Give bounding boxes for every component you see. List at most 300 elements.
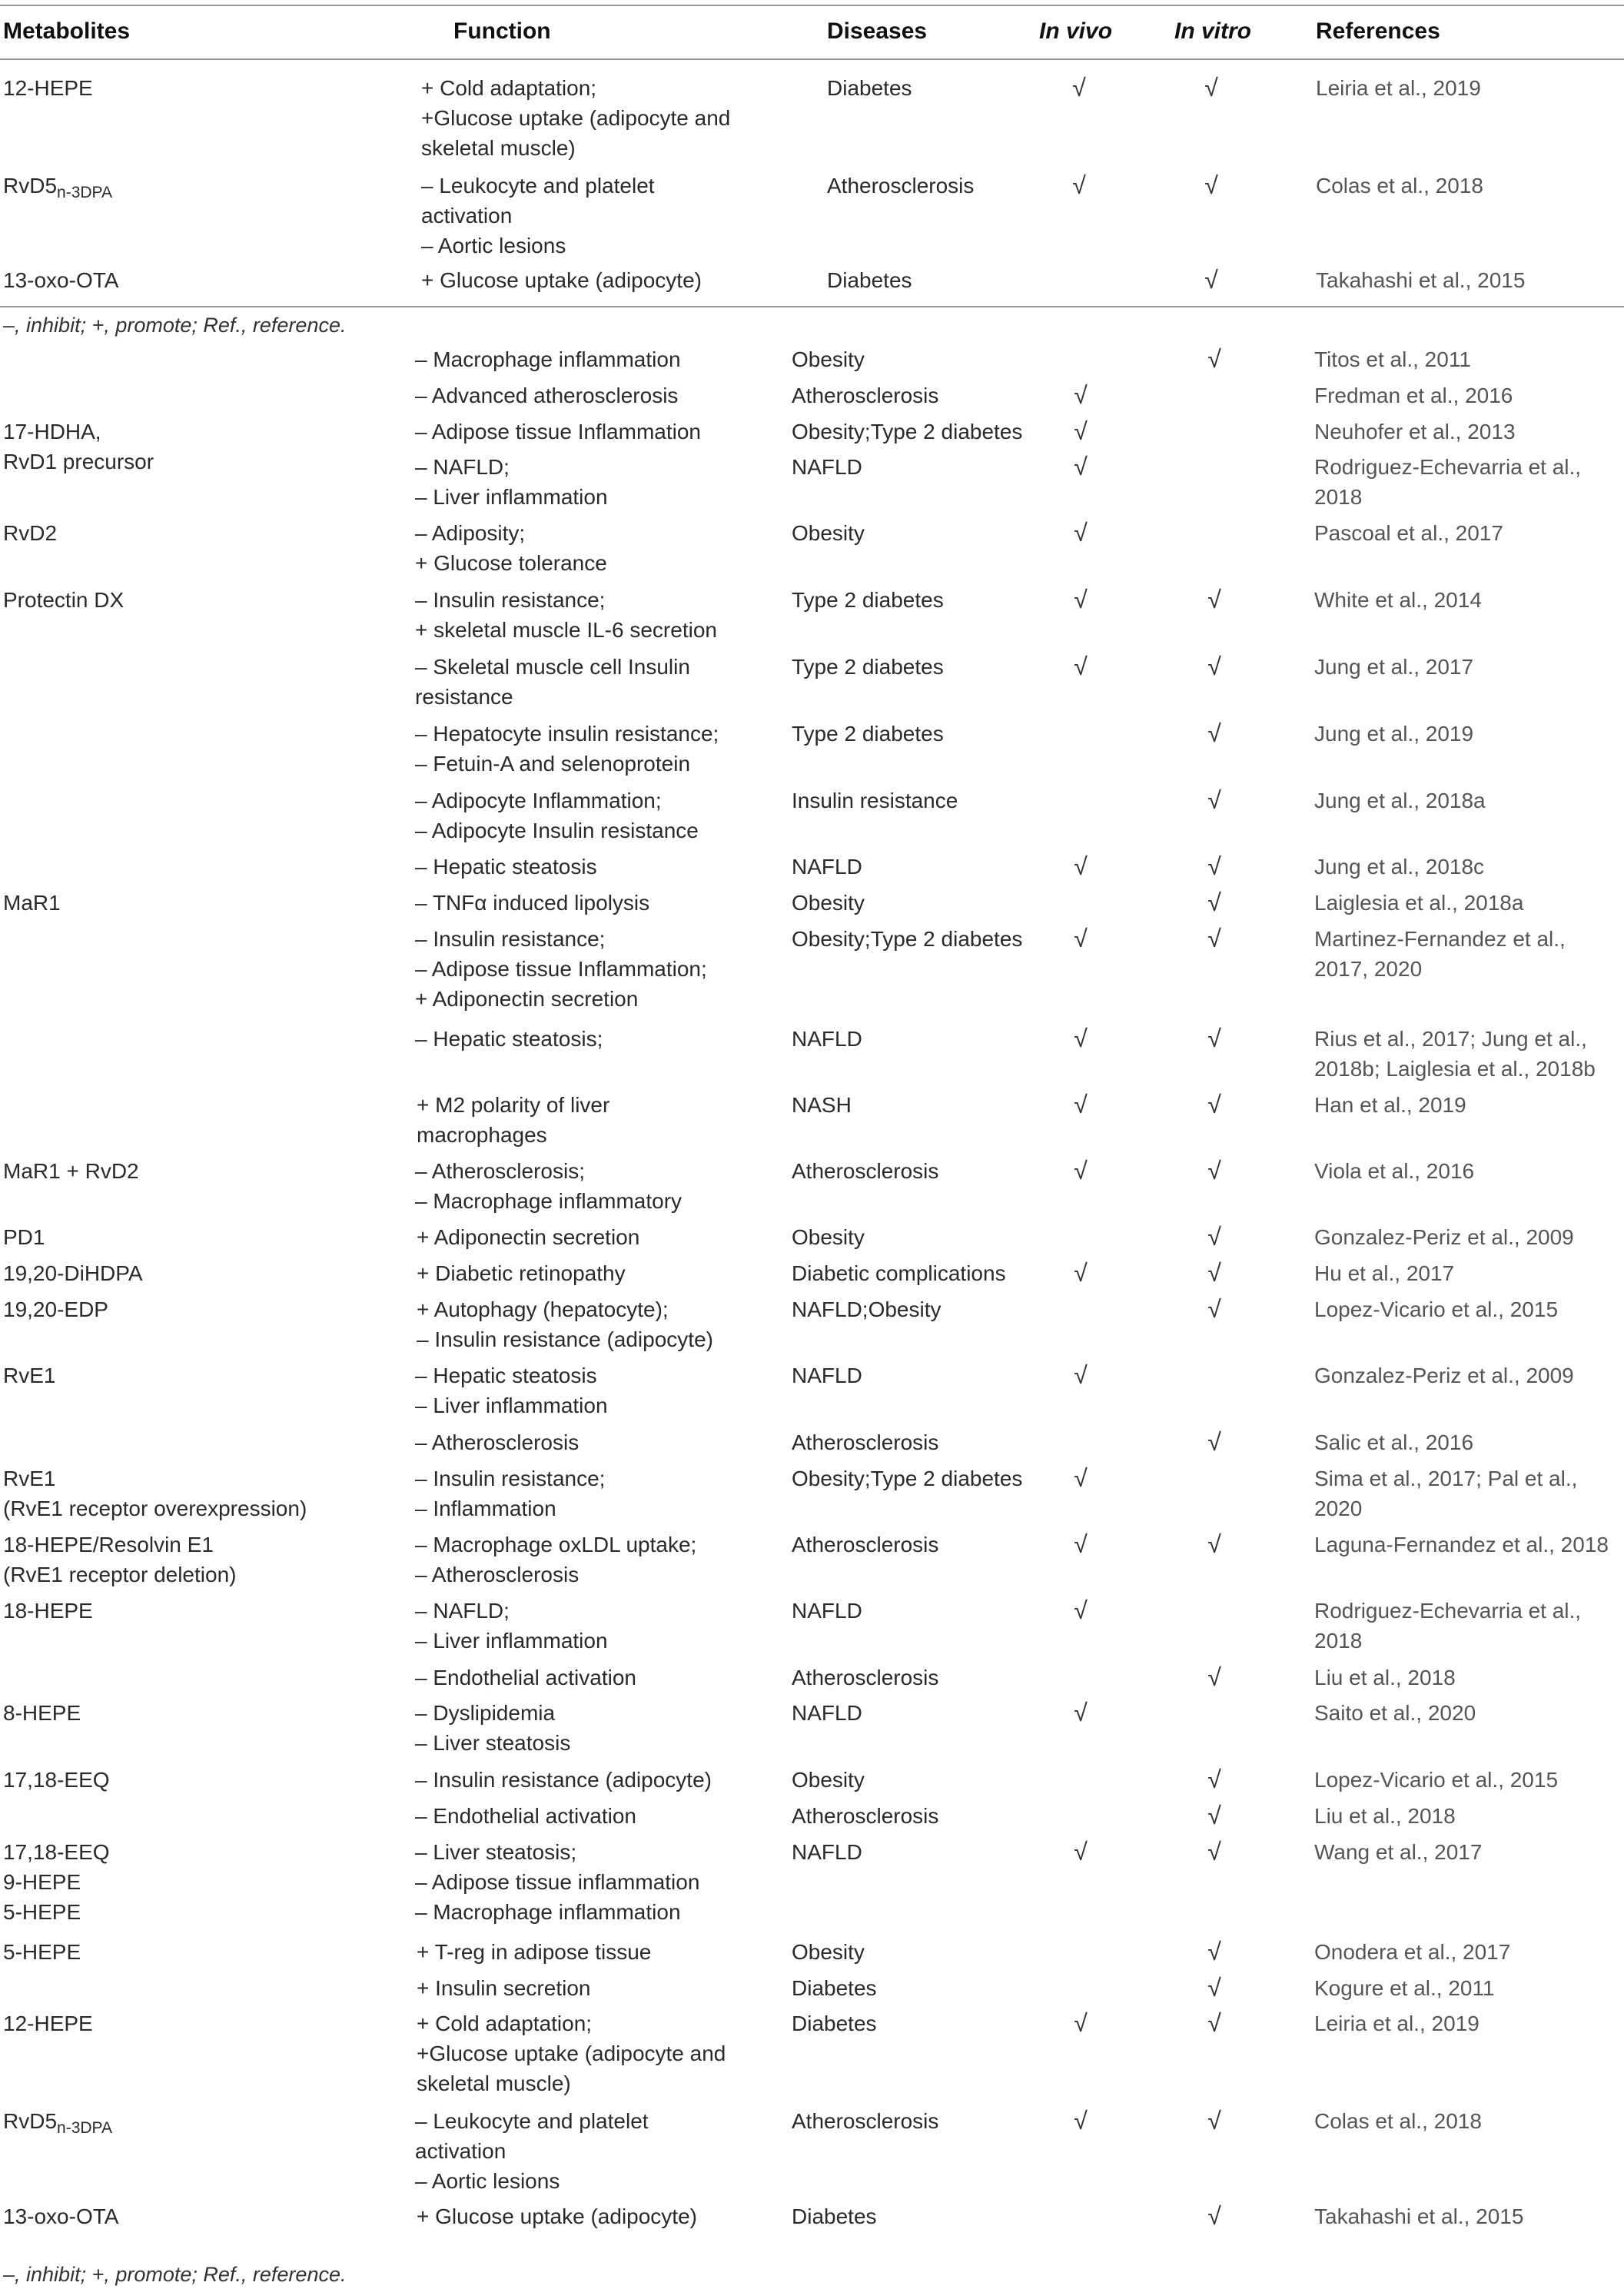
disease-cell-line: Obesity <box>792 521 865 545</box>
function-cell <box>415 786 699 846</box>
function-cell-line: – Liver inflammation <box>415 1629 608 1653</box>
in-vivo-check: √ <box>1074 1361 1088 1389</box>
disease-cell-line: NASH <box>792 1093 852 1117</box>
reference-cell <box>1314 1427 1473 1457</box>
disease-cell-line: NAFLD;Obesity <box>792 1297 942 1321</box>
metabolite-cell <box>3 888 61 918</box>
disease-cell-line: Obesity <box>792 347 865 371</box>
in-vitro-check: √ <box>1207 2107 1221 2135</box>
reference-cell-line: Han et al., 2019 <box>1314 1093 1466 1117</box>
disease-cell <box>792 1837 862 1867</box>
metabolite-cell <box>3 1463 307 1523</box>
metabolite-cell <box>3 2008 93 2038</box>
function-cell-line: – Inflammation <box>415 1497 556 1520</box>
function-cell-line: – Leukocyte and platelet <box>415 2109 649 2133</box>
reference-cell <box>1314 2106 1482 2136</box>
metabolite-cell <box>3 417 154 477</box>
disease-cell <box>792 652 944 682</box>
header-in-vivo: In vivo <box>1039 18 1113 44</box>
function-cell-line: – NAFLD; <box>415 455 510 479</box>
disease-cell-line: Obesity;Type 2 diabetes <box>792 420 1023 444</box>
metabolite-cell-line: 17-HDHA, <box>3 420 101 444</box>
disease-cell <box>792 852 862 882</box>
function-cell-line: skeletal muscle) <box>417 2071 571 2095</box>
function-cell <box>415 1360 608 1420</box>
disease-cell <box>792 1596 862 1626</box>
reference-cell <box>1314 344 1471 374</box>
function-cell <box>421 171 655 261</box>
metabolite-cell-line: 18-HEPE <box>3 1599 93 1623</box>
function-cell <box>415 652 690 712</box>
metabolite-cell <box>3 1596 93 1626</box>
function-cell <box>415 1765 712 1795</box>
function-cell-line: – Adipose tissue Inflammation; <box>415 957 707 981</box>
metabolite-cell <box>3 1222 45 1252</box>
reference-cell <box>1314 452 1581 512</box>
metabolite-cell-line: 13-oxo-OTA <box>3 2204 119 2228</box>
function-cell-line: skeletal muscle) <box>421 136 576 160</box>
in-vivo-check: √ <box>1074 1699 1088 1726</box>
in-vitro-check: √ <box>1207 889 1221 916</box>
function-cell <box>415 719 719 779</box>
in-vitro-check: √ <box>1207 852 1221 880</box>
metabolite-cell-line: 9-HEPE <box>3 1870 81 1894</box>
reference-cell <box>1314 585 1482 615</box>
reference-cell-line: Sima et al., 2017; Pal et al., <box>1314 1467 1578 1490</box>
disease-cell <box>792 380 938 410</box>
disease-cell <box>792 1258 1006 1288</box>
disease-cell-line: Atherosclerosis <box>792 1533 939 1556</box>
reference-cell-line: Colas et al., 2018 <box>1316 174 1483 198</box>
function-cell-line: – Liver steatosis <box>415 1731 571 1755</box>
disease-cell <box>792 2008 877 2038</box>
in-vitro-check: √ <box>1207 1766 1221 1793</box>
disease-cell <box>792 344 865 374</box>
function-cell-line: – Adipocyte Insulin resistance <box>415 819 699 842</box>
function-cell <box>415 1156 682 1216</box>
reference-cell-line: Laiglesia et al., 2018a <box>1314 891 1524 915</box>
function-cell <box>421 73 730 163</box>
function-cell-line: + skeletal muscle IL-6 secretion <box>415 618 717 642</box>
footnote-top: –, inhibit; +, promote; Ref., reference. <box>3 314 347 337</box>
function-cell-line: – Aortic lesions <box>415 2169 560 2193</box>
metabolite-cell <box>3 1294 108 1324</box>
reference-cell-line: Gonzalez-Periz et al., 2009 <box>1314 1364 1574 1387</box>
function-cell-line: – Endothelial activation <box>415 1804 636 1828</box>
reference-cell <box>1314 1801 1456 1831</box>
in-vitro-check: √ <box>1207 653 1221 680</box>
function-cell-line: – TNFα induced lipolysis <box>415 891 650 915</box>
reference-cell <box>1316 73 1481 103</box>
metabolite-cell-line: 8-HEPE <box>3 1701 81 1725</box>
disease-cell-line: Obesity;Type 2 diabetes <box>792 1467 1023 1490</box>
function-cell-line: – Adiposity; <box>415 521 526 545</box>
metabolite-cell-line: (RvE1 receptor deletion) <box>3 1563 237 1586</box>
function-cell-line: – Hepatocyte insulin resistance; <box>415 722 719 746</box>
disease-cell-line: Atherosclerosis <box>792 384 939 407</box>
reference-cell-line: Leiria et al., 2019 <box>1314 2012 1480 2035</box>
metabolite-cell <box>3 73 93 103</box>
metabolite-cell-line: 18-HEPE/Resolvin E1 <box>3 1533 214 1556</box>
function-cell <box>415 852 597 882</box>
metabolite-cell-line: 17,18-EEQ <box>3 1840 110 1864</box>
reference-cell-line: Liu et al., 2018 <box>1314 1804 1456 1828</box>
function-cell-line: – Atherosclerosis <box>415 1430 580 1454</box>
function-cell-line: – Liver steatosis; <box>415 1840 577 1864</box>
reference-cell-line: Lopez-Vicario et al., 2015 <box>1314 1297 1559 1321</box>
function-cell-line: + Diabetic retinopathy <box>417 1261 626 1285</box>
function-cell-line: + Cold adaptation; <box>417 2012 593 2035</box>
in-vitro-check: √ <box>1207 1223 1221 1251</box>
reference-cell <box>1314 1222 1574 1252</box>
function-cell <box>415 518 607 578</box>
disease-cell <box>792 786 958 816</box>
reference-cell-line: Takahashi et al., 2015 <box>1316 268 1526 292</box>
metabolite-cell <box>3 1698 81 1728</box>
in-vitro-check: √ <box>1207 1838 1221 1865</box>
disease-cell-line: Obesity <box>792 1768 865 1792</box>
function-cell-line: + Autophagy (hepatocyte); <box>417 1297 669 1321</box>
reference-cell <box>1314 1090 1466 1120</box>
function-cell <box>415 417 701 447</box>
function-cell-line: – Adipocyte Inflammation; <box>415 789 662 812</box>
disease-cell <box>792 417 1022 447</box>
reference-cell <box>1314 1360 1574 1390</box>
metabolite-cell-line: 19,20-DiHDPA <box>3 1261 143 1285</box>
reference-cell <box>1314 786 1486 816</box>
in-vitro-check: √ <box>1207 586 1221 613</box>
function-cell-line: – Adipose tissue Inflammation <box>415 420 701 444</box>
disease-cell <box>792 888 865 918</box>
disease-cell-line: Diabetes <box>827 76 912 100</box>
metabolite-cell <box>3 2201 118 2231</box>
reference-cell <box>1316 171 1483 201</box>
function-cell <box>415 2106 649 2196</box>
function-cell <box>415 1837 699 1927</box>
in-vivo-check: √ <box>1072 74 1086 101</box>
metabolite-cell-line: $RvD5_{n-3DPA}$ <box>3 174 112 201</box>
function-cell-line: – Advanced atherosclerosis <box>415 384 679 407</box>
reference-cell-line: Viola et al., 2016 <box>1314 1159 1475 1183</box>
function-cell <box>415 1024 603 1054</box>
disease-cell-line: Diabetes <box>792 2204 877 2228</box>
function-cell-line: – Insulin resistance; <box>415 1467 606 1490</box>
reference-cell <box>1314 417 1516 447</box>
in-vitro-check: √ <box>1207 1974 1221 2002</box>
function-cell-line: – Macrophage inflammation <box>415 1900 681 1924</box>
reference-cell <box>1314 1663 1456 1693</box>
metabolite-cell <box>3 1156 139 1186</box>
disease-cell <box>792 1973 877 2003</box>
metabolite-cell <box>3 265 118 295</box>
footnote-bottom: –, inhibit; +, promote; Ref., reference. <box>3 2263 347 2286</box>
reference-cell-line: 2020 <box>1314 1497 1363 1520</box>
function-cell <box>415 344 681 374</box>
disease-cell-line: Obesity;Type 2 diabetes <box>792 927 1023 951</box>
header-diseases: Diseases <box>827 18 928 44</box>
in-vivo-check: √ <box>1074 1259 1088 1287</box>
function-cell <box>417 1294 713 1354</box>
function-cell-line: activation <box>415 2139 506 2163</box>
function-cell-line: +Glucose uptake (adipocyte and <box>421 106 731 130</box>
function-cell-line: resistance <box>415 685 513 709</box>
disease-cell-line: NAFLD <box>792 1840 862 1864</box>
in-vivo-check: √ <box>1074 453 1088 480</box>
function-cell-line: + Adiponectin secretion <box>417 1225 640 1249</box>
function-cell <box>415 1663 636 1693</box>
function-cell <box>415 924 707 1014</box>
function-cell-line: + Glucose uptake (adipocyte) <box>417 2204 697 2228</box>
metabolite-cell <box>3 1765 110 1795</box>
function-cell-line: – Leukocyte and platelet <box>421 174 655 198</box>
function-cell <box>415 585 717 645</box>
function-cell <box>415 888 649 918</box>
reference-cell-line: 2018 <box>1314 1629 1363 1653</box>
reference-cell <box>1314 518 1503 548</box>
function-cell-line: – Atherosclerosis; <box>415 1159 585 1183</box>
disease-cell-line: Obesity <box>792 1940 865 1964</box>
reference-cell <box>1314 1530 1609 1560</box>
reference-cell-line: Lopez-Vicario et al., 2015 <box>1314 1768 1559 1792</box>
reference-cell <box>1314 1596 1581 1656</box>
metabolite-cell <box>3 1937 81 1967</box>
function-cell-line: + Glucose tolerance <box>415 551 607 575</box>
disease-cell <box>792 1294 942 1324</box>
in-vivo-check: √ <box>1074 381 1088 409</box>
reference-cell-line: Jung et al., 2018c <box>1314 855 1485 879</box>
in-vitro-check: √ <box>1207 719 1221 747</box>
reference-cell-line: Rodriguez-Echevarria et al., <box>1314 1599 1582 1623</box>
reference-cell-line: Neuhofer et al., 2013 <box>1314 420 1516 444</box>
disease-cell <box>792 2201 877 2231</box>
disease-cell <box>792 719 944 749</box>
reference-cell-line: Onodera et al., 2017 <box>1314 1940 1511 1964</box>
metabolite-cell <box>3 585 124 615</box>
in-vivo-check: √ <box>1074 1025 1088 1052</box>
in-vitro-check: √ <box>1207 1157 1221 1184</box>
reference-cell <box>1314 652 1473 682</box>
disease-cell <box>792 585 944 615</box>
function-cell-line: + Cold adaptation; <box>421 76 597 100</box>
header-metabolites: Metabolites <box>3 18 131 44</box>
function-cell-line: – Hepatic steatosis <box>415 1364 597 1387</box>
function-cell <box>415 1801 636 1831</box>
function-cell-line: – Adipose tissue inflammation <box>415 1870 700 1894</box>
metabolite-cell-line: PD1 <box>3 1225 45 1249</box>
in-vitro-check: √ <box>1207 786 1221 814</box>
disease-cell <box>792 1801 938 1831</box>
reference-cell-line: Rodriguez-Echevarria et al., <box>1314 455 1582 479</box>
table-top-rule <box>0 5 1624 6</box>
disease-cell-line: Atherosclerosis <box>792 2109 939 2133</box>
in-vitro-check: √ <box>1207 1091 1221 1118</box>
reference-cell-line: Rius et al., 2017; Jung et al., <box>1314 1027 1587 1051</box>
function-cell-line: + Adiponectin secretion <box>415 987 639 1011</box>
in-vitro-check: √ <box>1207 1428 1221 1456</box>
disease-cell-line: NAFLD <box>792 1027 862 1051</box>
in-vivo-check: √ <box>1074 586 1088 613</box>
reference-cell <box>1314 719 1473 749</box>
metabolite-cell-line: 12-HEPE <box>3 76 93 100</box>
metabolite-cell <box>3 171 112 208</box>
header-in-vitro: In vitro <box>1174 18 1252 44</box>
reference-cell <box>1314 888 1523 918</box>
disease-cell <box>792 1222 865 1252</box>
reference-cell <box>1314 1294 1558 1324</box>
function-cell <box>417 1973 590 2003</box>
metabolite-cell-line: 19,20-EDP <box>3 1297 108 1321</box>
function-cell <box>417 1090 609 1150</box>
metabolite-cell-line: 13-oxo-OTA <box>3 268 119 292</box>
reference-cell-line: Gonzalez-Periz et al., 2009 <box>1314 1225 1574 1249</box>
function-cell-line: – Hepatic steatosis <box>415 855 597 879</box>
in-vitro-check: √ <box>1207 1025 1221 1052</box>
disease-cell <box>792 1463 1022 1493</box>
reference-cell <box>1314 1937 1510 1967</box>
function-cell-line: – NAFLD; <box>415 1599 510 1623</box>
in-vitro-check: √ <box>1204 74 1218 101</box>
reference-cell-line: 2018 <box>1314 485 1363 509</box>
function-cell-line: – Liver inflammation <box>415 1394 608 1417</box>
in-vivo-check: √ <box>1072 171 1086 199</box>
function-cell-line: – Fetuin-A and selenoprotein <box>415 752 691 776</box>
function-cell-line: +Glucose uptake (adipocyte and <box>417 2041 726 2065</box>
in-vivo-check: √ <box>1074 852 1088 880</box>
reference-cell-line: Wang et al., 2017 <box>1314 1840 1483 1864</box>
function-cell-line: – Skeletal muscle cell Insulin <box>415 655 690 679</box>
reference-cell-line: White et al., 2014 <box>1314 588 1482 612</box>
metabolite-cell-line: MaR1 <box>3 891 61 915</box>
reference-cell <box>1314 380 1513 410</box>
disease-cell-line: NAFLD <box>792 455 862 479</box>
function-cell-line: – Atherosclerosis <box>415 1563 580 1586</box>
in-vitro-check: √ <box>1207 1259 1221 1287</box>
function-cell-line: activation <box>421 204 513 228</box>
in-vitro-check: √ <box>1207 2009 1221 2037</box>
reference-cell-line: Jung et al., 2018a <box>1314 789 1486 812</box>
disease-cell-line: NAFLD <box>792 1599 862 1623</box>
function-cell-line: – Macrophage oxLDL uptake; <box>415 1533 697 1556</box>
disease-cell <box>827 73 912 103</box>
disease-cell <box>792 1698 862 1728</box>
reference-cell <box>1314 1765 1558 1795</box>
function-cell-line: – Insulin resistance; <box>415 588 606 612</box>
metabolite-cell-line: Protectin DX <box>3 588 125 612</box>
function-cell <box>415 1463 605 1523</box>
disease-cell <box>827 265 912 295</box>
metabolite-cell <box>3 2106 112 2143</box>
header-function: Function <box>453 18 551 44</box>
disease-cell-line: NAFLD <box>792 855 862 879</box>
reference-cell <box>1314 1698 1476 1728</box>
reference-cell-line: Kogure et al., 2011 <box>1314 1976 1495 2000</box>
reference-cell-line: Titos et al., 2011 <box>1314 347 1471 371</box>
reference-cell-line: Jung et al., 2019 <box>1314 722 1474 746</box>
reference-cell-line: Takahashi et al., 2015 <box>1314 2204 1524 2228</box>
metabolite-cell-line: RvD1 precursor <box>3 450 154 473</box>
function-cell <box>417 1937 651 1967</box>
metabolite-cell <box>3 1837 110 1927</box>
in-vitro-check: √ <box>1204 171 1218 199</box>
disease-cell-line: Diabetic complications <box>792 1261 1006 1285</box>
reference-cell-line: Colas et al., 2018 <box>1314 2109 1482 2133</box>
disease-cell-line: Atherosclerosis <box>827 174 975 198</box>
function-cell-line: – Insulin resistance; <box>415 927 606 951</box>
metabolite-cell <box>3 1360 55 1390</box>
in-vitro-check: √ <box>1207 2202 1221 2230</box>
reference-cell <box>1314 2008 1480 2038</box>
disease-cell <box>792 1765 865 1795</box>
function-cell-line: – Macrophage inflammatory <box>415 1189 682 1213</box>
reference-cell-line: Leiria et al., 2019 <box>1316 76 1481 100</box>
disease-cell-line: Obesity <box>792 1225 865 1249</box>
function-cell-line: – Hepatic steatosis; <box>415 1027 603 1051</box>
in-vivo-check: √ <box>1074 519 1088 547</box>
reference-cell-line: 2018b; Laiglesia et al., 2018b <box>1314 1057 1596 1081</box>
reference-cell-line: Salic et al., 2016 <box>1314 1430 1474 1454</box>
reference-cell-line: Jung et al., 2017 <box>1314 655 1474 679</box>
function-cell-line: – Endothelial activation <box>415 1666 636 1689</box>
function-cell-line: + T-reg in adipose tissue <box>417 1940 652 1964</box>
metabolite-cell-line: 12-HEPE <box>3 2012 93 2035</box>
function-cell <box>415 1698 570 1758</box>
reference-cell <box>1314 852 1484 882</box>
in-vitro-check: √ <box>1207 1663 1221 1691</box>
disease-cell <box>792 1024 862 1054</box>
function-cell <box>415 452 608 512</box>
function-cell-line: + Glucose uptake (adipocyte) <box>421 268 702 292</box>
metabolite-cell <box>3 1258 143 1288</box>
header-references: References <box>1316 18 1440 44</box>
function-cell-line: – Aortic lesions <box>421 234 566 257</box>
in-vitro-check: √ <box>1207 925 1221 952</box>
reference-cell-line: Liu et al., 2018 <box>1314 1666 1456 1689</box>
in-vitro-check: √ <box>1207 1802 1221 1829</box>
in-vivo-check: √ <box>1074 2107 1088 2135</box>
function-cell <box>415 1530 696 1590</box>
function-cell-line: – Dyslipidemia <box>415 1701 556 1725</box>
disease-cell-line: NAFLD <box>792 1701 862 1725</box>
reference-cell <box>1314 1837 1482 1867</box>
disease-cell-line: Atherosclerosis <box>792 1159 939 1183</box>
disease-cell <box>792 1427 938 1457</box>
disease-cell-line: Obesity <box>792 891 865 915</box>
function-cell-line: macrophages <box>417 1123 547 1147</box>
top-section-rule <box>0 306 1624 307</box>
metabolite-cell-line: (RvE1 receptor overexpression) <box>3 1497 307 1520</box>
disease-cell <box>792 2106 938 2136</box>
function-cell-line: – Insulin resistance (adipocyte) <box>415 1768 712 1792</box>
in-vitro-check: √ <box>1207 1530 1221 1558</box>
reference-cell <box>1314 924 1566 984</box>
reference-cell <box>1314 1258 1454 1288</box>
disease-cell <box>792 1156 938 1186</box>
reference-cell <box>1314 1156 1474 1186</box>
disease-cell-line: Atherosclerosis <box>792 1430 939 1454</box>
reference-cell <box>1314 2201 1523 2231</box>
in-vivo-check: √ <box>1074 1838 1088 1865</box>
function-cell-line: – Macrophage inflammation <box>415 347 681 371</box>
disease-cell-line: Type 2 diabetes <box>792 722 944 746</box>
in-vitro-check: √ <box>1207 345 1221 373</box>
function-cell <box>417 2201 697 2231</box>
reference-cell-line: Saito et al., 2020 <box>1314 1701 1476 1725</box>
disease-cell-line: Diabetes <box>792 2012 877 2035</box>
reference-cell <box>1316 265 1525 295</box>
disease-cell <box>792 452 862 482</box>
reference-cell <box>1314 1024 1596 1084</box>
disease-cell-line: Atherosclerosis <box>792 1666 939 1689</box>
